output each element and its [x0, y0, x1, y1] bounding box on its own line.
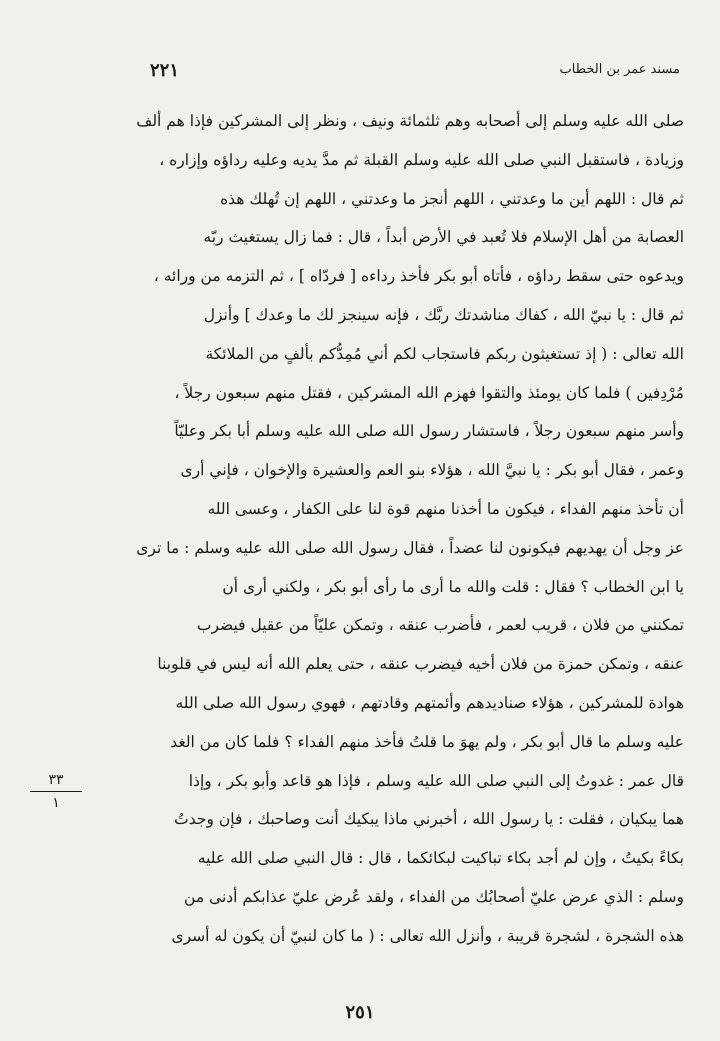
text-line: هذه الشجرة ، لشجرة قريبة ، وأنزل الله تعالى : ( ما كان لنبيّ أن يكون له أسرى [171, 926, 684, 945]
text-line: ثم قال : اللهم أين ما وعدتني ، اللهم أنجز ما وعدتني ، اللهم إن تُهلك هذه [220, 189, 684, 208]
text-line: يا ابن الخطاب ؟ فقال : قلت والله ما أرى ما رأى أبو بكر ، ولكني أرى أن [222, 577, 684, 596]
margin-note-bottom: ١ [52, 795, 60, 811]
text-line: ويدعوه حتى سقط رداؤه ، فأتاه أبو بكر فأخذ رداءه [ فردّاه ] ، ثم التزمه من ورائه ، [153, 267, 684, 286]
text-line: وسلم : الذي عرض عليّ أصحابُك من الفداء ، ولقد عُرض عليّ عذابكم أدنى من [184, 887, 684, 906]
text-line: وعمر ، فقال أبو بكر : يا نبيَّ الله ، هؤلاء بنو العم والعشيرة والإخوان ، فإني أرى [180, 461, 684, 480]
text-line: ثم قال : يا نبيّ الله ، كفاك مناشدتك ربَّك ، فإنه سينجز لك ما وعدك ] وأنزل [203, 305, 684, 324]
text-line: هما يبكيان ، فقلت : يا رسول الله ، أخبرني ماذا يبكيك أنت وصاحبك ، فإن وجدتُ [174, 810, 684, 829]
text-line: تمكنني من فلان ، قريب لعمر ، فأضرب عنقه ، وتمكن عليّاً من عقيل فيضرب [196, 616, 684, 635]
text-line: أن تأخذ منهم الفداء ، فيكون ما أخذنا منهم قوة لنا على الكفار ، وعسى الله [207, 499, 684, 518]
text-line: عز وجل أن يهديهم فيكونون لنا عضداً ، فقال رسول الله صلى الله عليه وسلم : ما ترى [136, 538, 684, 557]
text-line: وزيادة ، فاستقبل النبي صلى الله عليه وسلم القبلة ثم مدَّ يديه وعليه رداؤه وإزاره ، [159, 150, 684, 169]
header-page-number: ٢٢١ [150, 60, 180, 81]
text-line: عليه وسلم ما قال أبو بكر ، ولم يهوَ ما قلتُ فأخذ منهم الفداء ؟ فلما كان من الغد [170, 732, 684, 751]
running-title: مسند عمر بن الخطاب [559, 62, 680, 77]
footer-page-number: ٢٥١ [345, 1002, 375, 1023]
page-header [150, 60, 680, 84]
text-line: العصابة من أهل الإسلام فلا تُعبد في الأرض أبداً ، قال : فما زال يستغيث ربّه [203, 228, 684, 247]
text-line: الله تعالى : ( إذ تستغيثون ربكم فاستجاب لكم أني مُمِدُّكم بألفٍ من الملائكة [205, 344, 684, 363]
text-line: قال عمر : غدوتُ إلى النبي صلى الله عليه وسلم ، فإذا هو قاعد وأبو بكر ، وإذا [188, 771, 684, 790]
margin-note-rule [30, 791, 82, 792]
text-line: وأسر منهم سبعون رجلاً ، فاستشار رسول الله صلى الله عليه وسلم أبا بكر وعليّاً [174, 422, 684, 441]
text-line: عنقه ، وتمكن حمزة من فلان أخيه فيضرب عنقه ، حتى يعلم الله أنه ليس في قلوبنا [157, 655, 684, 674]
margin-note-top: ٣٣ [48, 772, 64, 788]
margin-note [26, 770, 86, 813]
text-line: مُرْدِفين ) فلما كان يومئذ والتقوا فهزم الله المشركين ، فقتل منهم سبعون رجلاً ، [174, 383, 684, 402]
text-line: هوادة للمشركين ، هؤلاء صناديدهم وأئمتهم وقادتهم ، فهوي رسول الله صلى الله [175, 693, 684, 712]
text-line: بكاءً بكيتُ ، وإن لم أجد بكاء تباكيت لبكائكما ، قال : قال النبي صلى الله عليه [197, 849, 684, 868]
body-text [108, 102, 684, 956]
text-line: صلى الله عليه وسلم إلى أصحابه وهم ثلثمائة ونيف ، ونظر إلى المشركين فإذا هم ألف [136, 112, 684, 130]
